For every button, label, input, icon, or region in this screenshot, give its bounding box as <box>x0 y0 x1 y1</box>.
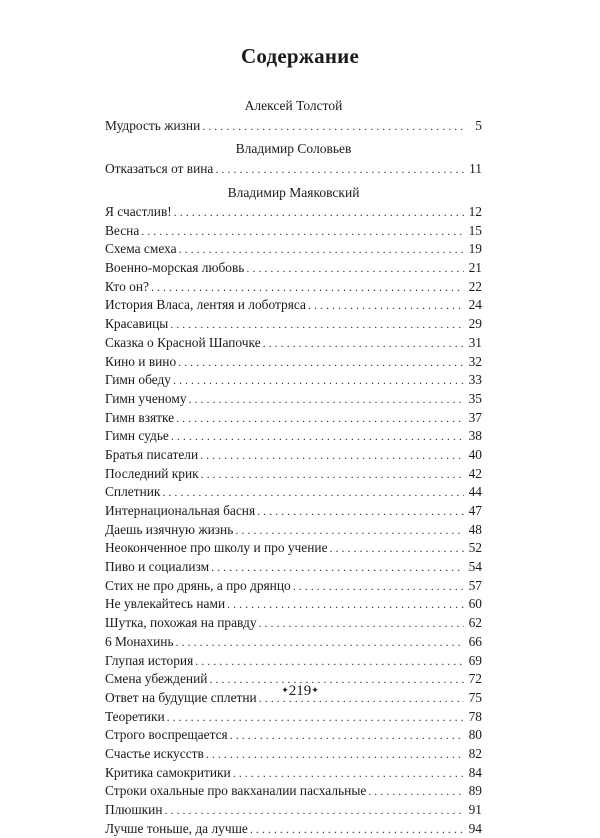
entry-title: Плюшкин <box>105 802 163 817</box>
entry-title: Смена убеждений <box>105 671 208 687</box>
entry-page-number: 24 <box>468 297 482 313</box>
entry-title: Я счастлив! <box>105 204 172 219</box>
entry-title: Мудрость жизни <box>105 118 201 133</box>
toc-section <box>105 139 482 179</box>
toc-entry <box>105 595 482 614</box>
toc-entry <box>105 353 482 372</box>
entry-title: Схема смеха <box>105 241 177 257</box>
dot-leader <box>201 465 464 484</box>
dot-leader <box>250 820 464 838</box>
dot-leader <box>259 614 464 633</box>
dot-leader <box>257 502 464 521</box>
entry-page-number: 33 <box>468 372 482 388</box>
entry-title: Гимн судье <box>105 428 169 444</box>
entry-title: Весна <box>105 222 140 238</box>
toc-entry <box>105 334 482 353</box>
entry-page-number: 29 <box>468 316 482 332</box>
entry-page-number: 75 <box>468 689 482 705</box>
entry-title: Строки охальные про вакханалии пасхальные <box>105 783 367 799</box>
entry-page-number: 5 <box>475 118 482 133</box>
entry-title: Ответ на будущие сплетни <box>105 689 257 705</box>
dot-leader <box>170 315 464 334</box>
entry-page-number: 47 <box>468 503 482 518</box>
toc-entry <box>105 558 482 577</box>
entry-page-number: 42 <box>468 465 482 481</box>
dot-leader <box>195 652 464 671</box>
dot-leader <box>171 427 464 446</box>
table-of-contents <box>105 96 482 838</box>
dot-leader <box>202 116 464 136</box>
toc-entry <box>105 446 482 465</box>
entry-title: Даешь изячную жизнь <box>105 521 234 537</box>
entry-page-number: 40 <box>468 446 482 462</box>
ornament-left-icon: ✦ <box>281 685 289 695</box>
entry-page-number: 32 <box>468 353 482 369</box>
entry-page-number: 78 <box>468 708 482 724</box>
toc-entry <box>105 820 482 838</box>
entry-page-number: 38 <box>468 428 482 444</box>
dot-leader <box>200 446 464 465</box>
entry-title: Гимн взятке <box>105 409 175 425</box>
toc-entry <box>105 203 482 222</box>
toc-entry <box>105 539 482 558</box>
entry-title: Гимн ученому <box>105 390 187 406</box>
toc-entry <box>105 465 482 484</box>
entry-page-number: 80 <box>468 727 482 743</box>
section-author: Алексей Толстой <box>244 98 343 113</box>
dot-leader <box>293 577 464 596</box>
entry-page-number: 19 <box>468 241 482 257</box>
entry-title: Не увлекайтесь нами <box>105 596 226 612</box>
entry-title: Братья писатели <box>105 446 199 462</box>
dot-leader <box>179 240 464 259</box>
dot-leader <box>230 726 464 745</box>
entry-page-number: 37 <box>468 409 482 425</box>
toc-entry <box>105 708 482 727</box>
dot-leader <box>151 278 464 297</box>
toc-entry <box>105 577 482 596</box>
entry-page-number: 31 <box>468 334 482 350</box>
entry-title: Сказка о Красной Шапочке <box>105 334 261 350</box>
entry-page-number: 11 <box>469 161 482 176</box>
entry-page-number: 82 <box>468 745 482 761</box>
entry-title: Красавицы <box>105 316 169 332</box>
entry-title: Пиво и социализм <box>105 559 210 575</box>
entry-title: Счастье искусств <box>105 745 204 761</box>
entry-title: Кино и вино <box>105 353 177 369</box>
dot-leader <box>227 595 464 614</box>
dot-leader <box>141 222 464 241</box>
dot-leader <box>162 483 464 502</box>
entry-title: История Власа, лентяя и лоботряса <box>105 297 306 313</box>
toc-entry <box>105 726 482 745</box>
entry-page-number: 60 <box>468 596 482 612</box>
toc-entry <box>105 764 482 783</box>
toc-entry <box>105 745 482 764</box>
dot-leader <box>167 708 464 727</box>
entry-page-number: 66 <box>468 633 482 649</box>
entry-page-number: 62 <box>468 615 482 631</box>
dot-leader <box>368 782 464 801</box>
entry-page-number: 57 <box>468 577 482 593</box>
dot-leader <box>233 764 464 783</box>
entry-page-number: 69 <box>468 652 482 668</box>
entry-title: Теоретики <box>105 708 165 724</box>
entry-title: Лучше тоньше, да лучше <box>105 820 248 836</box>
ornament-right-icon: ✦ <box>311 685 319 695</box>
toc-entry <box>105 390 482 409</box>
toc-entry <box>105 159 482 179</box>
entry-title: Последний крик <box>105 465 199 481</box>
toc-entry <box>105 259 482 278</box>
page-number: 219 <box>288 683 312 699</box>
entry-title: Глупая история <box>105 652 194 668</box>
toc-entry <box>105 633 482 652</box>
toc-entry <box>105 782 482 801</box>
entry-page-number: 52 <box>468 540 482 556</box>
dot-leader <box>206 745 464 764</box>
entry-title: Шутка, похожая на правду <box>105 615 257 631</box>
entry-page-number: 12 <box>468 204 482 219</box>
toc-entry <box>105 614 482 633</box>
entry-title: Военно-морская любовь <box>105 260 245 276</box>
toc-entry <box>105 315 482 334</box>
entry-page-number: 44 <box>468 484 482 500</box>
entry-page-number: 72 <box>468 671 482 687</box>
section-author: Владимир Соловьев <box>235 141 352 156</box>
dot-leader <box>215 159 464 179</box>
entry-page-number: 84 <box>468 764 482 780</box>
entry-title: 6 Монахинь <box>105 633 174 649</box>
page-number-folio <box>0 683 600 700</box>
dot-leader <box>189 390 464 409</box>
entry-page-number: 15 <box>468 222 482 238</box>
dot-leader <box>211 558 464 577</box>
toc-entry <box>105 521 482 540</box>
dot-leader <box>330 539 464 558</box>
page-title: Содержание <box>241 44 359 68</box>
toc-entry <box>105 371 482 390</box>
entry-title: Строго воспрещается <box>105 727 228 743</box>
toc-entry <box>105 502 482 521</box>
entry-title: Кто он? <box>105 278 149 294</box>
entry-page-number: 54 <box>468 559 482 575</box>
entry-page-number: 91 <box>468 802 482 817</box>
dot-leader <box>165 801 464 820</box>
dot-leader <box>174 203 464 222</box>
toc-entry <box>105 409 482 428</box>
entry-page-number: 21 <box>468 260 482 276</box>
dot-leader <box>308 296 464 315</box>
entry-page-number: 89 <box>468 783 482 799</box>
entry-title: Стих не про дрянь, а про дрянцо <box>105 577 291 593</box>
toc-entry <box>105 222 482 241</box>
entry-title: Критика самокритики <box>105 764 231 780</box>
toc-section <box>105 183 482 838</box>
dot-leader <box>263 334 464 353</box>
toc-entry <box>105 240 482 259</box>
dot-leader <box>176 633 464 652</box>
toc-entry <box>105 801 482 820</box>
entry-title: Интернациональная басня <box>105 503 256 518</box>
toc-entry <box>105 483 482 502</box>
toc-section <box>105 96 482 136</box>
entry-title: Неоконченное про школу и про учение <box>105 540 328 556</box>
dot-leader <box>178 353 464 372</box>
entry-title: Сплетник <box>105 484 161 500</box>
dot-leader <box>173 371 464 390</box>
section-author: Владимир Маяковский <box>227 185 360 200</box>
dot-leader <box>246 259 464 278</box>
entry-title: Гимн обеду <box>105 372 171 388</box>
dot-leader <box>176 409 464 428</box>
toc-entry <box>105 652 482 671</box>
entry-page-number: 22 <box>468 278 482 294</box>
toc-entry <box>105 296 482 315</box>
entry-title: Отказаться от вина <box>105 161 214 176</box>
entry-page-number: 35 <box>468 390 482 406</box>
toc-entry <box>105 116 482 136</box>
entry-page-number: 48 <box>468 521 482 537</box>
toc-entry <box>105 427 482 446</box>
entry-page-number: 94 <box>468 820 482 836</box>
dot-leader <box>235 521 464 540</box>
toc-entry <box>105 278 482 297</box>
